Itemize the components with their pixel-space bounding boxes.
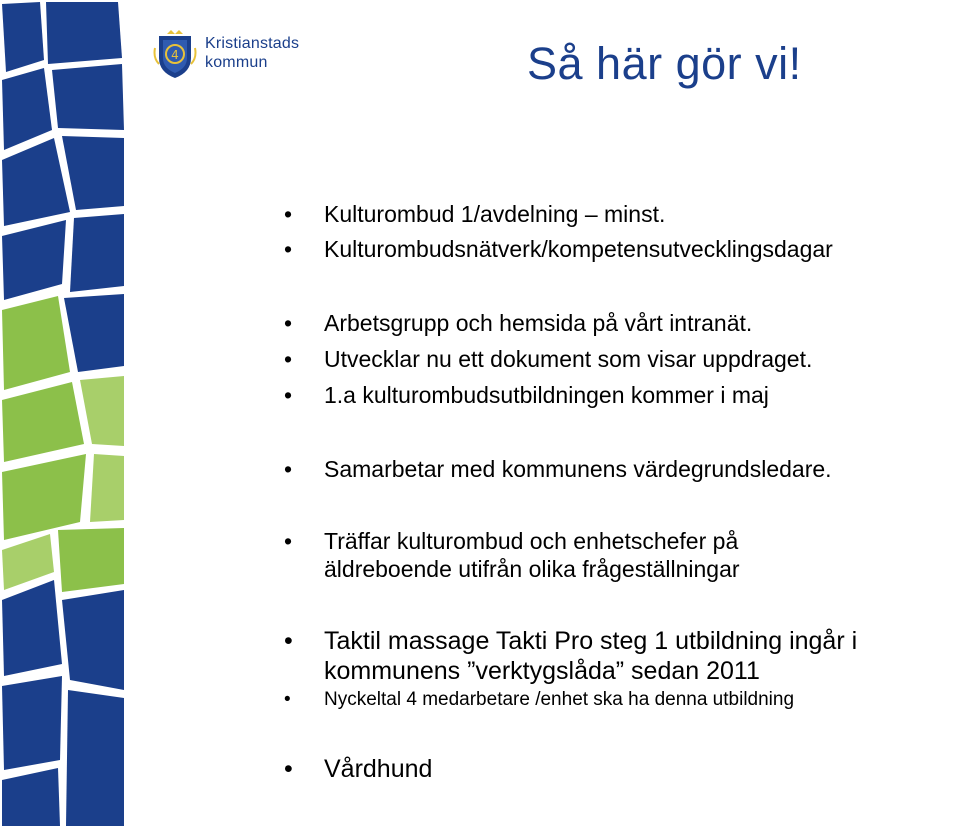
bullet-text: • Nyckeltal 4 medarbetare /enhet ska ha denna utbildning [324, 689, 795, 710]
mosaic-stone [62, 590, 124, 690]
mosaic-stone [66, 690, 124, 826]
bullet-item [287, 235, 833, 263]
bullet-text: • Arbetsgrupp och hemsida på vårt intranät. [324, 310, 753, 336]
bullet-item [287, 309, 752, 337]
svg-text:4: 4 [171, 48, 179, 62]
bullet-item [287, 527, 740, 583]
mosaic-decoration [0, 0, 140, 829]
bullet-text: • Kulturombudsnätverk/kompetensutvecklingsdagar [324, 236, 833, 262]
mosaic-stone [46, 2, 122, 64]
bullet-item [287, 200, 665, 228]
mosaic-stone [58, 528, 124, 592]
bullet-text: • Vårdhund [324, 755, 433, 783]
bullet-text: • Taktil massage Takti Pro steg 1 utbildning ingår i kommunens ”verktygslåda” sedan 2011 [324, 627, 858, 685]
bullet-item [287, 381, 769, 409]
kristianstad-logo [153, 28, 323, 80]
bullet-item [287, 688, 794, 712]
bullet-text: • Kulturombud 1/avdelning – minst. [324, 201, 666, 227]
bullet-item [287, 754, 432, 784]
slide-title: Så här gör vi! [527, 38, 802, 89]
logo-line-1: Kristianstads [205, 35, 300, 52]
mosaic-stone [52, 64, 124, 130]
bullet-text: • Träffar kulturombud och enhetschefer på äldreboende utifrån olika frågeställningar [324, 528, 740, 582]
bullet-text: • 1.a kulturombudsutbildningen kommer i maj [324, 382, 769, 408]
logo-line-2: kommun [205, 54, 268, 71]
mosaic-stone [90, 454, 124, 522]
bullet-text: • Samarbetar med kommunens värdegrundsledare. [324, 456, 832, 482]
logo-wordmark [205, 34, 299, 72]
bullet-item [287, 345, 812, 373]
bullet-item [287, 455, 832, 483]
mosaic-stone [2, 676, 62, 770]
bullet-item [287, 626, 857, 686]
mosaic-stone [70, 214, 124, 292]
coat-of-arms-icon [153, 28, 197, 80]
mosaic-stone [2, 2, 44, 72]
bullet-text: • Utvecklar nu ett dokument som visar uppdraget. [324, 346, 813, 372]
